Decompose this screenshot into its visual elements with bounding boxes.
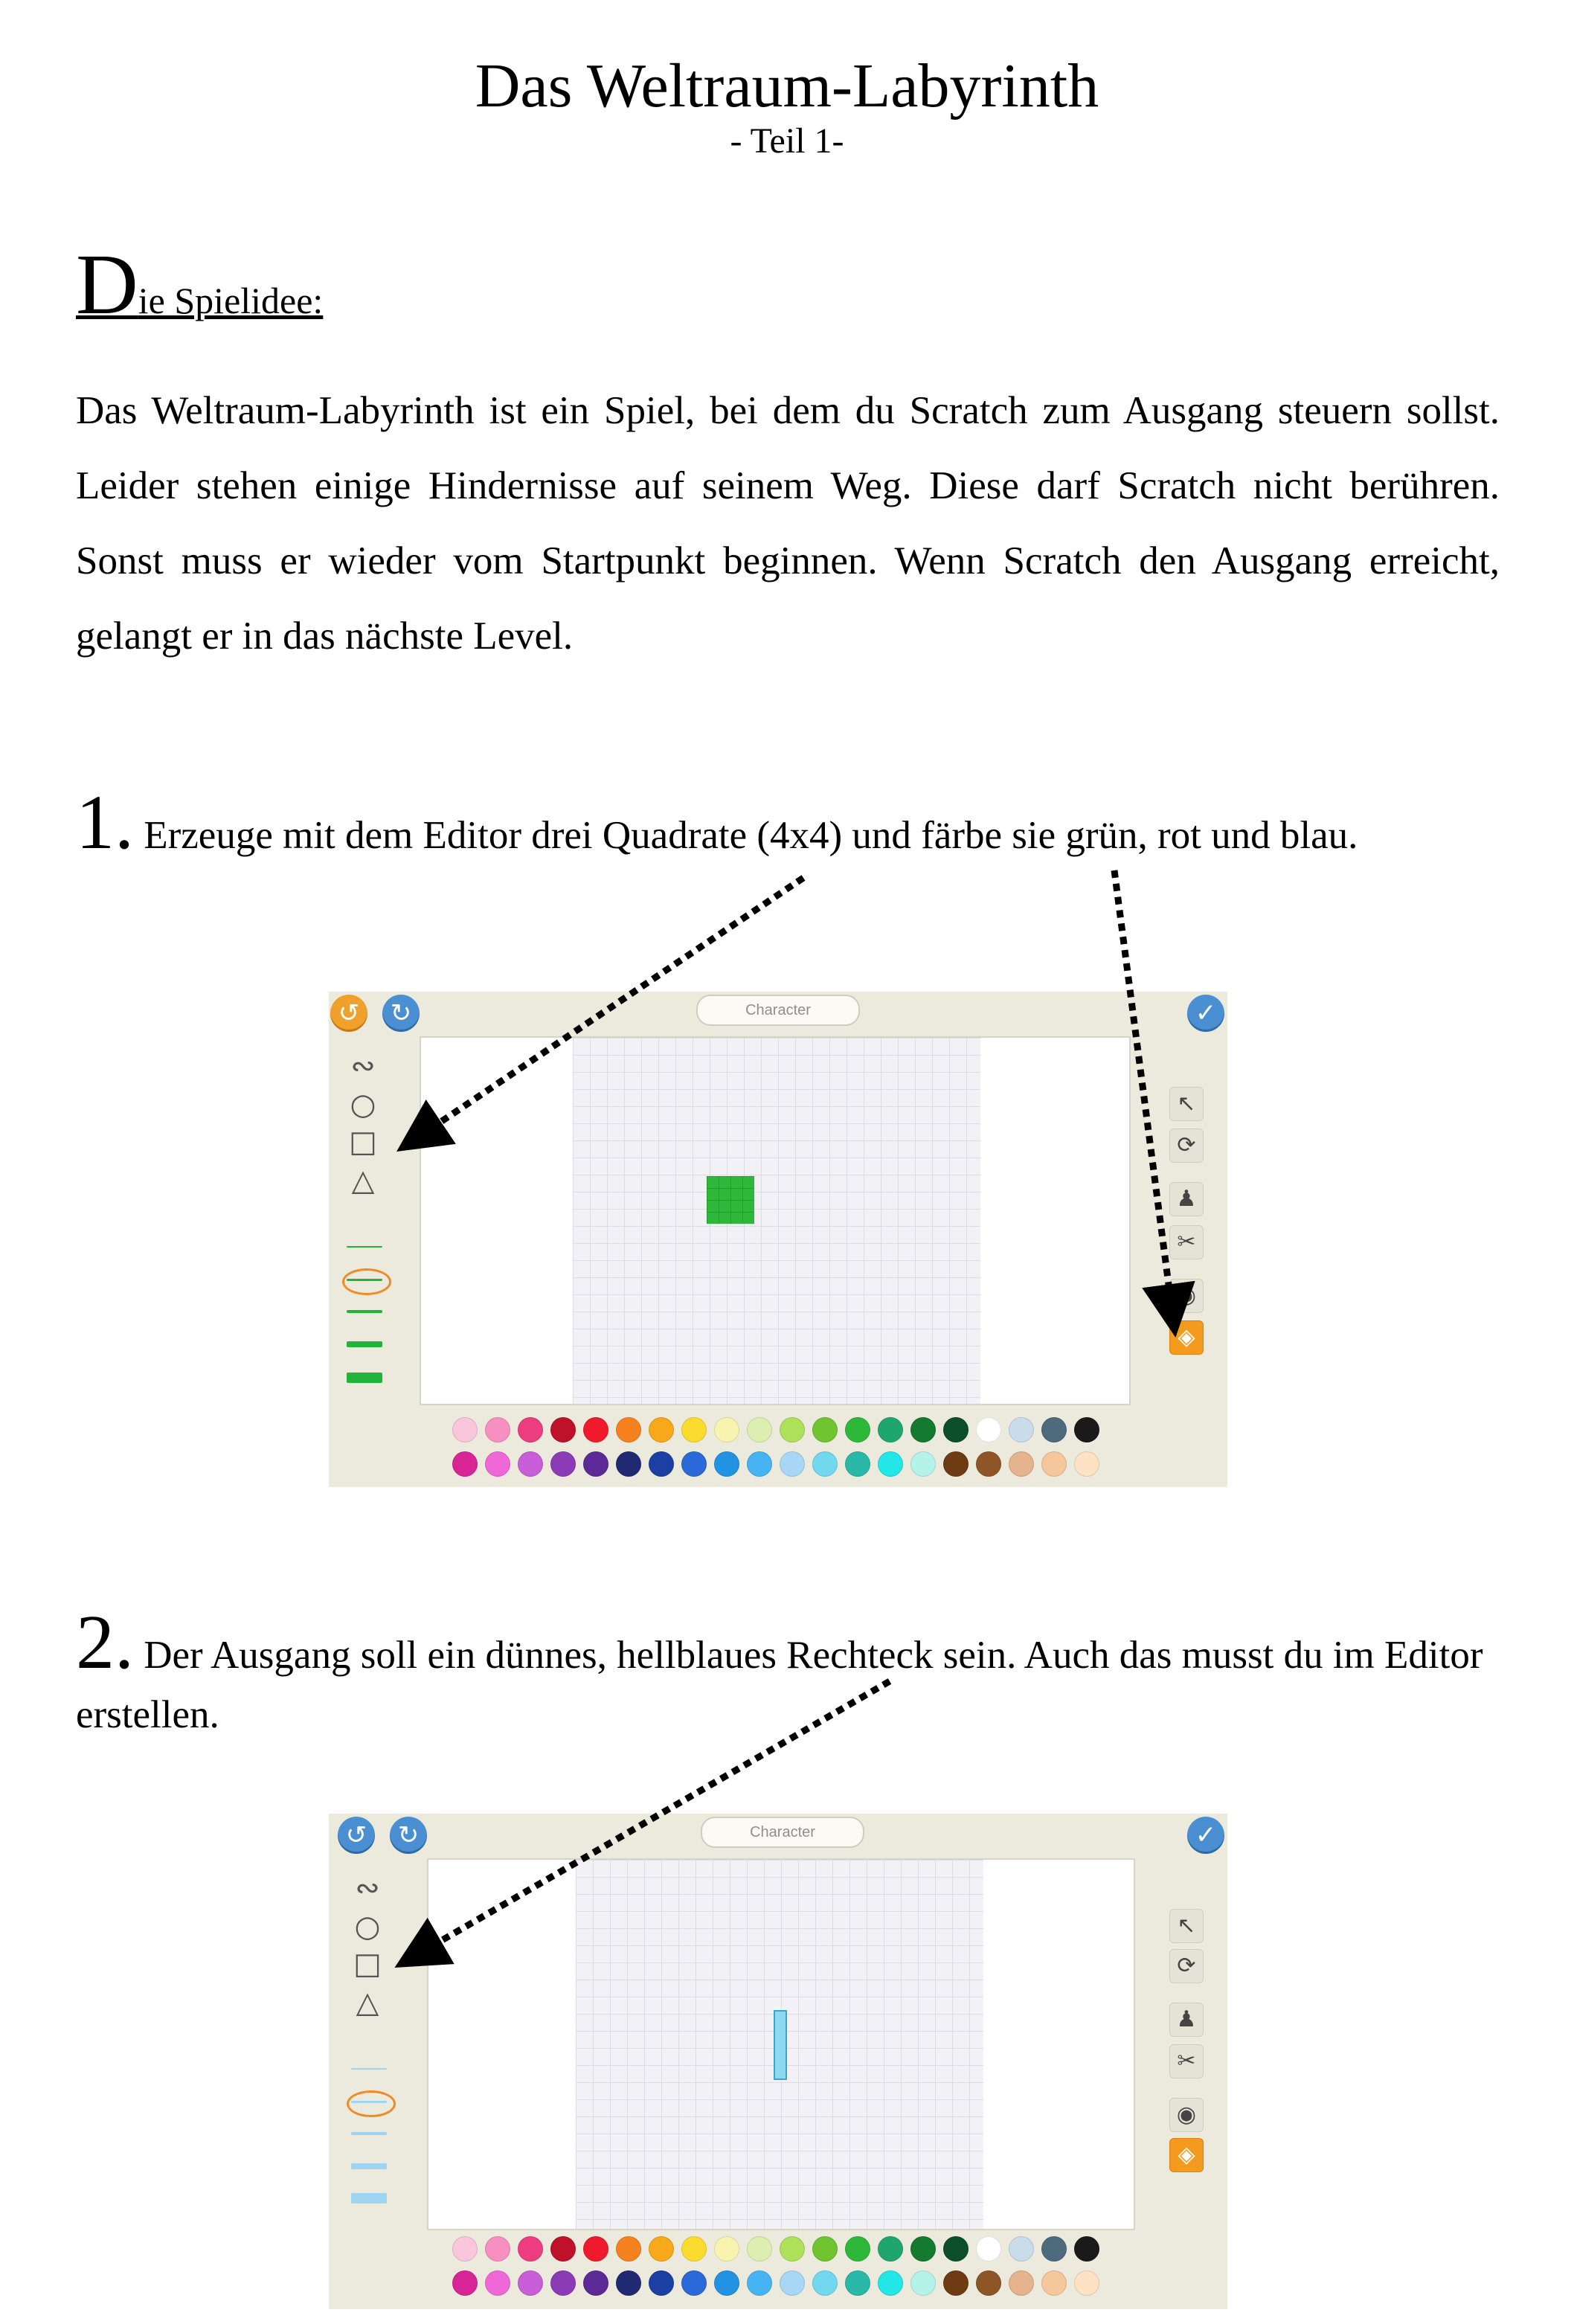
stamp-icon[interactable]: ♟ xyxy=(1169,2003,1204,2037)
circle-icon[interactable]: ○ xyxy=(354,1910,381,1944)
arrow-to-rectangle-tool-1 xyxy=(408,878,803,1144)
camera-icon[interactable]: ◉ xyxy=(1169,2098,1204,2132)
document-subtitle: - Teil 1- xyxy=(730,121,844,161)
document-title: Das Weltraum-Labyrinth xyxy=(475,51,1099,121)
step-2-text: Der Ausgang soll ein dünnes, hellblaues Rechteck sein. Auch das musst du im Editor erstellen. xyxy=(76,1634,1483,1736)
scissors-icon[interactable]: ✂ xyxy=(1169,1225,1204,1259)
checkmark-icon[interactable]: ✓ xyxy=(1187,1817,1224,1854)
stamp-icon[interactable]: ♟ xyxy=(1169,1182,1204,1216)
arrow-to-fill-tool xyxy=(1114,870,1174,1324)
rectangle-icon[interactable]: □ xyxy=(349,1125,377,1159)
triangle-icon[interactable]: △ xyxy=(351,1163,375,1198)
heading-initial: D xyxy=(76,237,138,333)
curve-icon[interactable]: ∾ xyxy=(350,1049,376,1083)
step-1-number: 1. xyxy=(76,780,134,865)
scissors-icon[interactable]: ✂ xyxy=(1169,2044,1204,2079)
rotate-icon[interactable]: ⟳ xyxy=(1169,1129,1204,1163)
select-arrow-icon[interactable]: ↖ xyxy=(1169,1087,1204,1121)
rotate-icon[interactable]: ⟳ xyxy=(1169,1949,1204,1983)
fill-bucket-icon[interactable]: ◈ xyxy=(1169,2138,1204,2172)
fill-bucket-icon[interactable]: ◈ xyxy=(1169,1320,1204,1355)
camera-icon[interactable]: ◉ xyxy=(1169,1279,1204,1313)
checkmark-icon[interactable]: ✓ xyxy=(1187,995,1224,1032)
select-arrow-icon[interactable]: ↖ xyxy=(1169,1909,1204,1943)
triangle-icon[interactable]: △ xyxy=(356,1986,379,2020)
circle-icon[interactable]: ○ xyxy=(350,1088,376,1122)
redo-icon[interactable]: ↻ xyxy=(382,995,420,1032)
heading-rest: ie Spielidee: xyxy=(138,280,324,321)
step-2-number: 2. xyxy=(76,1599,134,1685)
curve-icon[interactable]: ∾ xyxy=(355,1871,380,1905)
character-name-field[interactable]: Character xyxy=(701,1817,864,1848)
character-name-field[interactable]: Character xyxy=(696,995,860,1026)
intro-paragraph: Das Weltraum-Labyrinth ist ein Spiel, bei dem du Scratch zum Ausgang steuern sollst. Leider stehen einige Hindernisse auf seinem Weg. Diese darf Scratch nicht berühren. Sonst muss er wieder vom Startpunkt beginnen. Wenn Scratch den Ausgang erreicht, gelangt er in das nächste Level. xyxy=(76,389,1500,658)
step-1-text: Erzeuge mit dem Editor drei Quadrate (4x4) und färbe sie grün, rot und blau. xyxy=(144,814,1358,857)
undo-icon[interactable]: ↺ xyxy=(330,995,367,1032)
rectangle-icon[interactable]: □ xyxy=(353,1947,382,1981)
undo-icon[interactable]: ↺ xyxy=(338,1817,375,1854)
redo-icon[interactable]: ↻ xyxy=(390,1817,427,1854)
arrow-to-rectangle-tool-2 xyxy=(406,1681,890,1961)
